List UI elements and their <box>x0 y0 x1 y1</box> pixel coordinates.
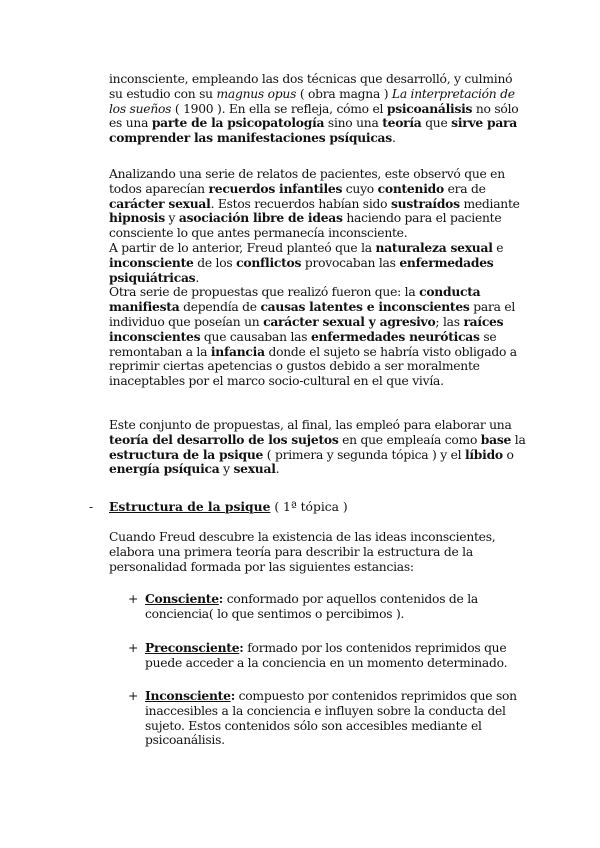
bold-term: raíces inconscientes <box>109 313 504 344</box>
bullet-plus: + <box>128 689 139 703</box>
bold-term: sexual <box>233 461 276 477</box>
bold-term: naturaleza sexual <box>375 239 493 255</box>
book-title: La interpretación de los sueños <box>109 86 515 116</box>
text: . <box>275 462 280 477</box>
bold-term: recuerdos infantiles <box>208 180 343 196</box>
text: no sólo es una <box>109 101 519 131</box>
text: inconsciente, empleando las dos técnicas que desarrolló, y culminó su estudio con su <box>109 72 513 101</box>
text: Este conjunto de propuestas, al final, las empleó para elaborar una <box>109 418 512 432</box>
list-desc: formado por los contenidos reprimidos que puede acceder a la conciencia en un momento determinado. <box>145 641 508 670</box>
colon: : <box>218 591 224 606</box>
bold-term: conducta manifiesta <box>109 284 481 315</box>
text: se remontaban a la <box>109 329 497 359</box>
bold-term: base <box>480 431 512 447</box>
text: para el individuo que poseían un <box>109 300 516 329</box>
list-desc: conformado por aquellos contenidos de la conciencia( lo que sentimos o percibimos ). <box>145 592 479 621</box>
bold-term: enfermedades psiquiátricas <box>109 254 494 285</box>
text: cuyo <box>342 181 378 196</box>
bold-term: inconsciente <box>109 254 194 270</box>
paragraph-structure: Cuando Freud descubre la existencia de las ideas inconscientes, elabora una primera teoría para describir la estructura de la personalidad formada por las siguientes estancias: <box>109 530 496 574</box>
bullet-plus: + <box>128 641 139 655</box>
colon: : <box>230 688 235 703</box>
bold-term: infancia <box>210 343 265 359</box>
bold-term: carácter sexual y agresivo <box>263 313 436 329</box>
colon: : <box>239 640 244 655</box>
text: que <box>421 116 452 131</box>
text: haciendo para el paciente consciente lo que antes permanecía inconsciente. <box>109 211 502 241</box>
list-dash: - <box>89 500 94 514</box>
text: y <box>219 462 234 477</box>
text: era de <box>443 181 486 196</box>
text: de los <box>193 255 237 270</box>
text: y <box>164 211 179 226</box>
paragraph-theory <box>109 418 529 477</box>
bold-term: energía psíquica <box>109 461 220 477</box>
paragraph-intro <box>109 72 529 146</box>
bold-term: teoría del desarrollo de los sujetos <box>109 431 339 447</box>
bold-term: conflictos <box>236 254 302 270</box>
text: . Estos recuerdos habían sido <box>210 196 391 211</box>
bold-term: causas latentes e inconscientes <box>260 299 470 315</box>
section-heading <box>89 499 348 515</box>
bold-term: líbido <box>464 446 503 462</box>
bold-term: estructura de la psique <box>109 446 264 462</box>
paragraph-analysis <box>109 167 529 389</box>
text: o <box>502 447 514 462</box>
text: A partir de lo anterior, Freud planteó que la <box>109 240 376 255</box>
bold-term: parte de la psicopatología <box>151 115 325 131</box>
bold-term: enfermedades neuróticas <box>310 328 480 344</box>
bold-term: hipnosis <box>109 210 165 226</box>
text: . <box>391 131 396 146</box>
bold-term: sirve para comprender las manifestaciones psíquicas <box>109 115 518 146</box>
text: ( primera y segunda tópica ) y el <box>263 447 465 462</box>
bold-term: teoría <box>382 115 422 131</box>
bold-term: sustraídos <box>391 195 460 211</box>
bold-term: contenido <box>377 180 444 196</box>
bold-term: asociación libre de ideas <box>178 210 343 226</box>
list-term: Preconsciente <box>145 640 240 655</box>
text: ; las <box>435 314 464 329</box>
text: . <box>195 270 200 285</box>
text: Otra serie de propuestas que realizó fueron que: la <box>109 285 420 300</box>
section-note: ( 1ª tópica ) <box>270 500 348 514</box>
text: mediante <box>459 196 520 211</box>
text: sino una <box>324 116 383 131</box>
text: que causaban las <box>200 329 311 344</box>
text: donde el sujeto se habría visto obligado a reprimir ciertas apetencias o gustos debido a ser moralmente inaceptables por el marco socio-cultural en el que vivía. <box>109 344 517 389</box>
text: provocaban las <box>301 255 400 270</box>
bold-term: psicoanálisis <box>386 100 473 116</box>
emphasis: magnus opus <box>216 86 297 101</box>
bullet-plus: + <box>128 592 139 606</box>
text: e <box>492 240 504 255</box>
list-term: Inconsciente <box>145 688 231 703</box>
text: la <box>511 432 526 447</box>
text: ( obra magna ) <box>296 86 392 101</box>
bold-term: carácter sexual <box>109 195 211 211</box>
text: dependía de <box>179 300 261 315</box>
list-desc: compuesto por contenidos reprimidos que son inaccesibles a la conciencia e influyen sobre la conducta del sujeto. Estos contenidos sólo son accesibles mediante el psicoanálisis. <box>145 689 517 748</box>
text: ( 1900 ). En ella se refleja, cómo el <box>171 101 387 116</box>
text: en que empleaía como <box>338 432 481 447</box>
section-title: Estructura de la psique <box>109 499 271 514</box>
text: Analizando una serie de relatos de pacientes, este observó que en todos aparecían <box>109 167 505 196</box>
list-term: Consciente <box>145 591 219 606</box>
